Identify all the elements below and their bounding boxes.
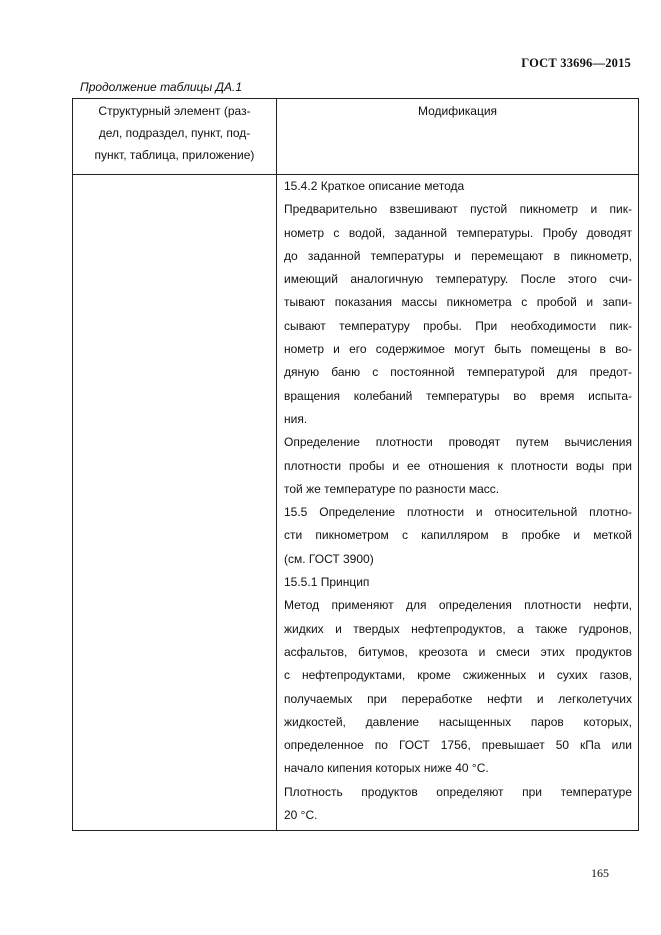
document-standard-header: ГОСТ 33696—2015	[521, 56, 631, 70]
text-line: ния.	[284, 411, 308, 426]
text-line: жидкостей, давление насыщенных паров которых,	[284, 714, 632, 729]
text-line: Определение плотности проводят путем вычисления	[284, 435, 632, 450]
text-line: с нефтепродуктами, кроме сжиженных и сухих газов,	[284, 668, 632, 683]
header-structural-element	[73, 99, 277, 175]
header-modification	[277, 99, 639, 175]
text-line: вращения колебаний температуры во время испыта-	[284, 388, 632, 403]
paragraph	[284, 571, 632, 594]
text-line: жидких и твердых нефтепродуктов, а также гудронов,	[284, 621, 632, 636]
text-line: нометр и его содержимое могут быть помещены в во-	[284, 342, 632, 357]
paragraph	[284, 198, 632, 431]
text-line: начало кипения которых ниже 40 °С.	[284, 761, 489, 776]
modification-cell	[277, 175, 639, 831]
header-line: Структурный элемент (раз-	[98, 104, 251, 118]
text-line: сывают температуру пробы. При необходимости пик-	[284, 318, 632, 333]
page-number: 165	[591, 866, 609, 880]
text-line: 20 °С.	[284, 808, 318, 823]
header-line: дел, подраздел, пункт, под-	[98, 126, 251, 140]
modification-text	[284, 175, 632, 830]
text-line: нометр с водой, заданной температуры. Пробу доводят	[284, 225, 632, 240]
text-line: имеющий аналогичную температуру. После этого счи-	[284, 272, 632, 287]
table-caption: Продолжение таблицы ДА.1	[80, 80, 243, 94]
text-line: (см. ГОСТ 3900)	[284, 551, 374, 566]
text-line: Метод применяют для определения плотности нефти,	[284, 598, 632, 613]
text-line: той же температуре по разности масс.	[284, 481, 500, 496]
text-line: Плотность продуктов определяют при температуре	[284, 784, 632, 799]
text-line: асфальтов, битумов, креозота и смеси этих продуктов	[284, 644, 632, 659]
paragraph	[284, 594, 632, 780]
paragraph	[284, 781, 632, 828]
paragraph	[284, 501, 632, 571]
paragraph	[284, 175, 632, 198]
header-line: Модификация	[417, 104, 498, 118]
text-line: определенное по ГОСТ 1756, превышает 50 кПа или	[284, 738, 632, 753]
text-line: тывают показания массы пикнометра с пробой и запи-	[284, 295, 632, 310]
text-line: 15.5.1 Принцип	[284, 575, 370, 590]
text-line: сти пикнометром с капилляром в пробке и меткой	[284, 528, 632, 543]
structural-element-cell	[73, 175, 277, 831]
text-line: получаемых при переработке нефти и легколетучих	[284, 691, 632, 706]
paragraph	[284, 431, 632, 501]
modification-table	[72, 98, 639, 831]
text-line: дяную баню с постоянной температурой для предот-	[284, 365, 632, 380]
text-line: 15.5 Определение плотности и относительной плотно-	[284, 505, 632, 520]
text-line: до заданной температуры и перемещают в пикнометр,	[284, 248, 632, 263]
text-line: 15.4.2 Краткое описание метода	[284, 179, 465, 193]
text-line: Предварительно взвешивают пустой пикнометр и пик-	[284, 202, 632, 217]
table-header-row	[73, 99, 639, 175]
text-line: плотности пробы и ее отношения к плотности воды при	[284, 458, 632, 473]
header-line: пункт, таблица, приложение)	[94, 148, 255, 162]
table-body-row	[73, 175, 639, 831]
